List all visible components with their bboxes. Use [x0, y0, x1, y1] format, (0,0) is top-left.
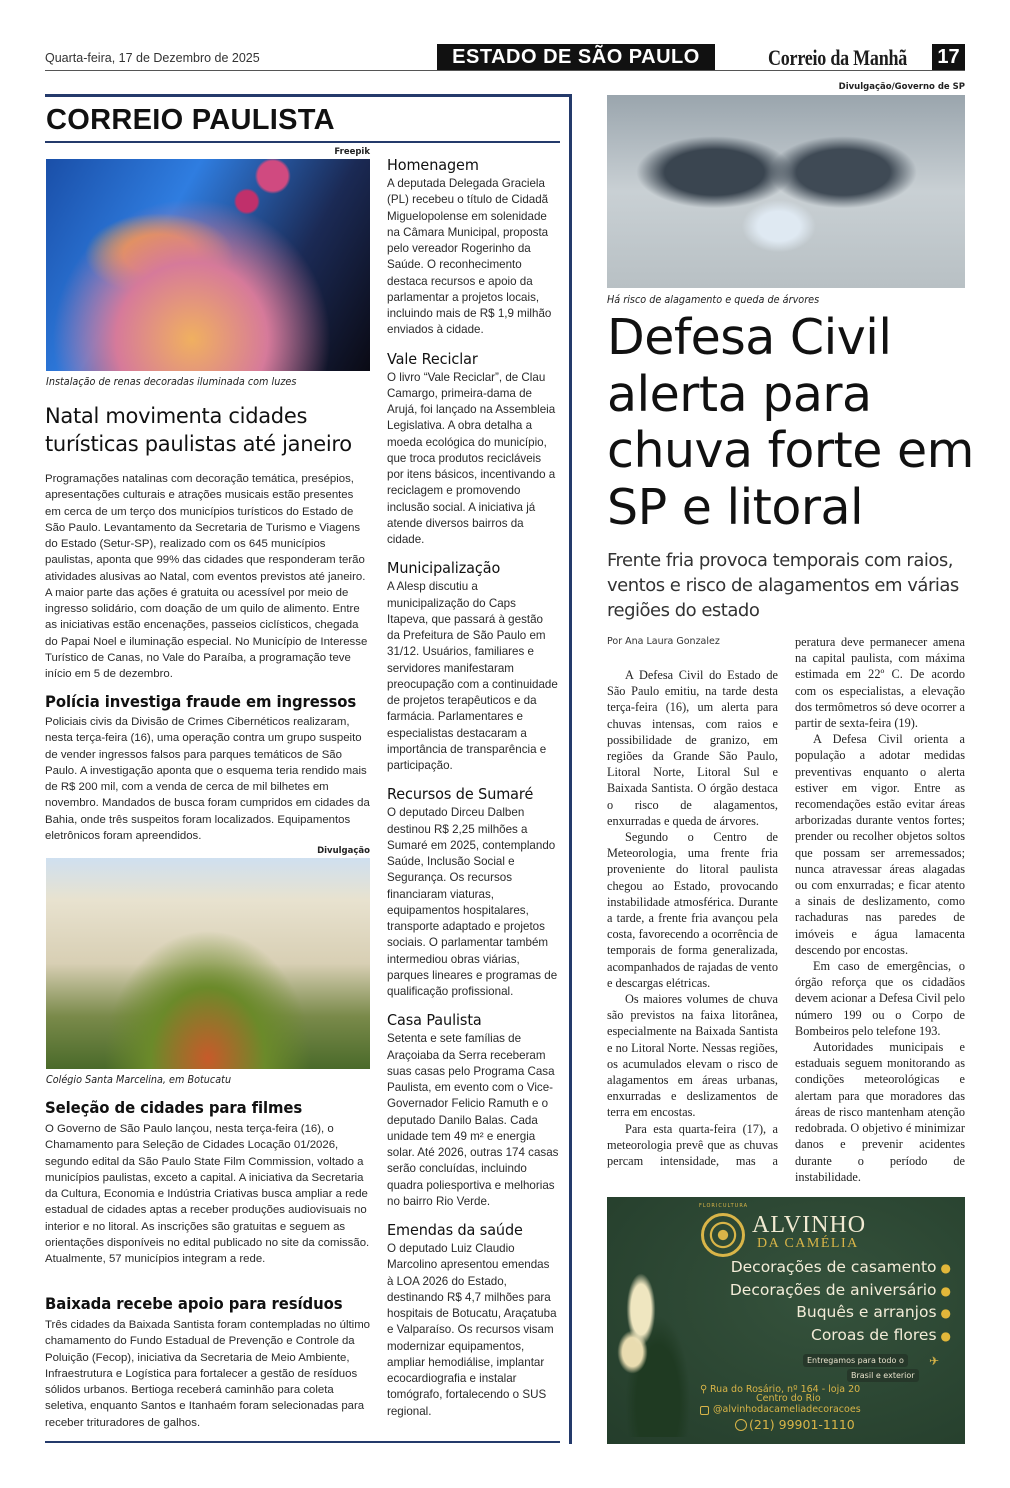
orchid-image [607, 1267, 692, 1437]
location-pin-icon: ⚲ [700, 1384, 708, 1395]
brief-body: O livro “Vale Reciclar”, de Clau Camargo, primeira-dama de Arujá, foi lançado na Assembleia Legislativa. A obra detalha a moeda ecológica do município, que troca produtos recicláveis por itens básicos, incentivando a reciclagem e promovendo inclusão social. A iniciativa já atende diversos bairros da cidade. [387, 370, 556, 546]
ad-service: Buquês e arranjos ● [796, 1303, 951, 1322]
photo-caption: Instalação de renas decoradas iluminada com luzes [46, 376, 297, 388]
brief-headline: Casa Paulista [387, 1011, 482, 1030]
article-paragraph-continuation: peratura deve permanecer amena na capital paulista, com máxima estimada em 22º C. De acordo com os especialistas, a elevação dos termômetros só deve ocorrer a partir de sexta-feira (19). [795, 635, 965, 731]
column-title: CORREIO PAULISTA [46, 104, 335, 136]
article-paragraph: A Defesa Civil orienta a população a adotar medidas preventivas enquanto o alerta estiver em vigor. Entre as recomendações estão evitar áreas arborizadas durante ventos fortes; prender ou recolher objetos soltos que possam ser arremessados; nunca atravessar áreas alagadas ou com enxurradas; e ficar atento a sinais de deslizamento, como rachaduras nas paredes de imóveis e água lamacenta descendo por encostas. [795, 732, 965, 957]
ad-brand-sub: DA CAMÉLIA [757, 1236, 859, 1251]
lead-body: Programações natalinas com decoração temática, presépios, apresentações culturais e atrações musicais estão presentes em cerca de um terço dos municípios turísticos do Estado de São Paulo. Levantamento da Secretaria de Turismo e Viagens do Estado (Setur-SP), realizado com os 645 municípios paulistas, aponta que 99% das cidades que responderam terão atividades alusivas ao Natal, com eventos previstos até janeiro. A maior parte das ações é gratuita ou acessível por meio de ingresso solidário, com doação de um quilo de alimento. Entre as iniciativas estão encenações, passeios ciclísticos, chegada do Papai Noel e iluminação especial. No Município de Interesse Turístico de Canas, no Vale do Paraíba, a programação teve início em 5 de dezembro. [45, 473, 368, 680]
ad-instagram: @alvinhodacameliadecoracoes [713, 1404, 861, 1415]
logo-arc-text: FLORICULTURA [699, 1203, 749, 1209]
article-column-2 [795, 634, 965, 1185]
main-deck: Frente fria provoca temporais com raios, ventos e risco de alagamentos em várias regiões do estado [607, 550, 959, 621]
section-bottom-rule [45, 1441, 560, 1443]
police-body: Policiais civis da Divisão de Crimes Cibernéticos realizaram, nesta terça-feira (16), uma operação contra um grupo suspeito de vender ingressos falsos para parques temáticos de São Paulo. A investigação aponta que o esquema teria rendido mais de R$ 200 mil, com a venda de cerca de mil bilhetes em novembro. Mandados de busca foram cumpridos em cidades da Bahia, onde três suspeitos foram localizados. Equipamentos eletrônicos foram apreendidos. [45, 716, 370, 842]
brief-body: O deputado Luiz Claudio Marcolino apresentou emendas à LOA 2026 do Estado, destinando R$ 4,7 milhões para hospitais de Botucatu, Araçatuba e Valparaíso. Os recursos visam modernizar equipamentos, ampliar hemodiálise, implantar ecocardiografia e instalar tomógrafo, fortalecendo o SUS regional. [387, 1242, 557, 1418]
photo-caption: Colégio Santa Marcelina, em Botucatu [46, 1074, 232, 1086]
section-label: ESTADO DE SÃO PAULO [437, 44, 715, 70]
ad-service: Coroas de flores ● [811, 1326, 951, 1345]
lead-headline: Natal movimenta cidades turísticas paulistas até janeiro [45, 404, 352, 456]
section-top-rule [45, 94, 572, 97]
instagram-icon [700, 1406, 709, 1415]
brief-body: A deputada Delegada Graciela (PL) recebeu o título de Cidadã Miguelopolense em solenidade na Câmara Municipal, proposta pelo vereador Rogerinho da Saúde. O reconhecimento destaca recursos e apoio da parlamentar a projetos locais, incluindo mais de R$ 1,9 milhão enviados à cidade. [387, 177, 552, 337]
brief-body: Setenta e sete famílias de Araçoiaba da Serra receberam suas casas pelo Programa Casa Paulista, em evento com o Vice-Governador Felicio Ramuth e o deputado Danilo Balas. Cada unidade tem 49 m² e energia solar. Até 2026, outras 174 casas serão concluídas, incluindo quadra poliesportiva e melhorias no bairro Rio Verde. [387, 1032, 559, 1208]
page-number: 17 [932, 44, 965, 70]
flower-logo-icon [701, 1213, 745, 1257]
brief-headline: Homenagem [387, 156, 479, 174]
brief-headline: Vale Reciclar [387, 349, 478, 368]
brief-headline: Emendas da saúde [387, 1221, 523, 1239]
photo-credit: Freepik [334, 147, 370, 157]
globe-delivery-icon: ✈ [929, 1354, 940, 1368]
article-paragraph: A Defesa Civil do Estado de São Paulo emitiu, na tarde desta terça-feira (16), um alerta para chuvas intensas, com raios e possibilidade de granizo, em regiões da Grande São Paulo, Litoral Norte, Litoral Sul e Baixada Santista. O órgão destaca o risco de alagamentos, enxurradas e queda de árvores. [607, 668, 778, 828]
rainy-window-photo [607, 95, 965, 288]
article-paragraph: Segundo o Centro de Meteorologia, uma frente fria proveniente do litoral paulista chegou ao Estado, provocando instabilidade atmosférica. Durante a tarde, a frente fria avançou pela costa, favorecendo a ocorrência de temporais de forma generalizada, acompanhados de rajadas de vento e descargas elétricas. [607, 830, 778, 990]
ad-services [730, 1257, 951, 1348]
section-side-rule [569, 94, 572, 1444]
ad-phone: (21) 99901-1110 [749, 1417, 855, 1432]
delivery-line1: Entregamos para todo o [803, 1354, 908, 1367]
photo-credit: Divulgação/Governo de SP [838, 82, 965, 92]
florist-advertisement [607, 1197, 965, 1444]
brief-body: O deputado Dirceu Dalben destinou R$ 2,25 milhões a Sumaré em 2025, contemplando Saúde, Inclusão Social e Segurança. Os recursos financiaram viaturas, equipamentos hospitalares, transporte adaptado e projetos sociais. O parlamentar também intermediou obras viárias, parques lineares e programas de qualificação profissional. [387, 806, 558, 998]
whatsapp-icon [735, 1419, 747, 1431]
photo-caption: Há risco de alagamento e queda de árvores [607, 294, 820, 306]
police-headline: Polícia investiga fraude em ingressos [45, 692, 357, 711]
ad-service: Decorações de casamento ● [730, 1258, 951, 1276]
article-column-1 [607, 667, 778, 1172]
waste-headline: Baixada recebe apoio para resíduos [45, 1294, 343, 1313]
photo-credit: Divulgação [317, 846, 370, 856]
ad-brand: ALVINHO [752, 1212, 867, 1238]
brief-headline: Municipalização [387, 559, 501, 578]
films-body: O Governo de São Paulo lançou, nesta terça-feira (16), o Chamamento para Seleção de Cidades Locação 01/2026, segundo edital da São Paulo State Film Commission, voltado a municípios paulistas, exceto a capital. A iniciativa da Secretaria da Cultura, Economia e Indústria Criativas busca ampliar a rede estadual de cidades aptas a receber produções audiovisuais no interior e no litoral. As inscrições são gratuitas e seguem as orientações disponíveis no edital publicado no site da comissão. Atualmente, 57 municípios integram a rede. [45, 1123, 370, 1265]
waste-body: Três cidades da Baixada Santista foram contempladas no último chamamento do Fundo Estadual de Prevenção e Controle da Poluição (Fecop), iniciativa da Secretaria de Meio Ambiente, Infraestrutura e Logística para fortalecer a gestão de resíduos sólidos urbanos. Bertioga receberá caminhão para coleta seletiva, enquanto Santos e Itanhaém foram selecionadas para receber trituradores de galhos. [45, 1319, 371, 1429]
article-paragraph: Para esta quarta-feira (17), a meteorologia prevê que as chuvas percam intensidade, mas a [607, 1121, 778, 1169]
byline: Por Ana Laura Gonzalez [607, 636, 720, 647]
brief-body: A Alesp discutiu a municipalização do Caps Itapeva, que passará à gestão da Prefeitura de São Paulo em 31/12. Usuários, familiares e servidores manifestaram preocupação com a continuidade de projetos terapêuticos e da farmácia. Parlamentares e especialistas destacaram a importância de transparência e participação. [387, 580, 558, 772]
briefs-column [387, 156, 559, 1420]
reindeer-lights-photo [46, 159, 370, 371]
films-headline: Seleção de cidades para filmes [45, 1098, 303, 1117]
college-building-photo [46, 858, 370, 1069]
delivery-line2: Brasil e exterior [847, 1369, 919, 1382]
article-paragraph: Autoridades municipais e estaduais seguem monitorando as condições meteorológicas e alertam para que moradores das áreas de risco mantenham atenção redobrada. O objetivo é minimizar danos e prevenir acidentes durante o período de instabilidade. [795, 1040, 965, 1184]
edition-date: Quarta-feira, 17 de Dezembro de 2025 [45, 51, 260, 65]
main-headline: Defesa Civil alerta para chuva forte em SP e litoral [607, 309, 974, 536]
article-paragraph: Os maiores volumes de chuva são previstos na faixa litorânea, especialmente na Baixada Santista e no Litoral Norte. Nessas regiões, os acumulados elevam o risco de alagamentos em áreas urbanas, enxurradas e deslizamentos de terra em encostas. [607, 992, 778, 1120]
ad-service: Decorações de aniversário ● [729, 1280, 951, 1299]
header-divider [45, 70, 965, 71]
ad-address: Rua do Rosário, nº 164 - loja 20 Centro do Rio [710, 1384, 861, 1404]
section-title-rule [45, 141, 560, 143]
newspaper-logo: Correio da Manhã [768, 45, 908, 70]
article-paragraph: Em caso de emergências, o órgão reforça que os cidadãos devem acionar a Defesa Civil pelo número 199 ou o Corpo de Bombeiros pelo telefone 193. [795, 959, 965, 1038]
brief-headline: Recursos de Sumaré [387, 785, 534, 804]
